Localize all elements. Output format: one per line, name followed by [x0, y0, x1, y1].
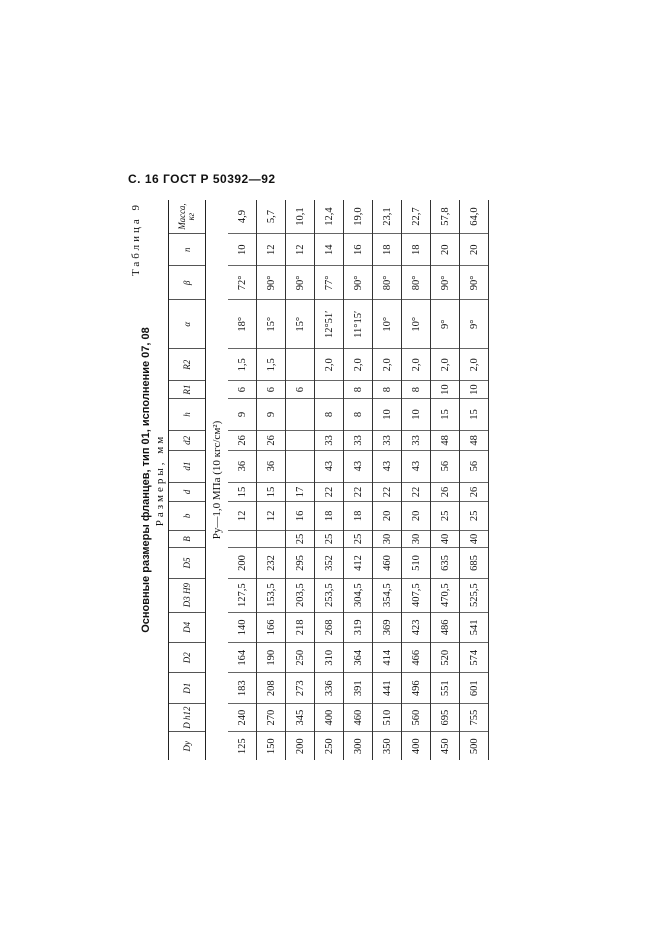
table-cell-be: 90° [460, 265, 488, 299]
table-cell-d1: 183 [228, 672, 256, 702]
table-cell-b: 18 [315, 501, 343, 530]
table-cell-r1: 6 [228, 380, 256, 398]
table-cell-d3: 127,5 [228, 578, 256, 612]
table-cell-dy: 300 [344, 731, 372, 760]
table-cell-d2s: 33 [373, 430, 401, 449]
table-cell-d1: 208 [257, 672, 285, 702]
table-cell-d4: 140 [228, 612, 256, 642]
table-cell-d2: 574 [460, 642, 488, 672]
col-header: d1 [169, 450, 205, 482]
table-cell-h: 8 [315, 398, 343, 430]
table-cell-d2: 190 [257, 642, 285, 672]
table-cell-d3: 470,5 [431, 578, 459, 612]
pressure-line: Pу—1,0 МПа (10 кгс/см²) [211, 420, 223, 540]
table-cell-d1: 273 [286, 672, 314, 702]
table-cell-dh: 755 [460, 703, 488, 732]
table-cell-d5: 460 [373, 547, 401, 577]
table-cell-dh: 400 [315, 703, 343, 732]
table-cell-r2: 2,0 [373, 348, 401, 380]
table-cell-a: 15° [257, 299, 285, 348]
table-cell-d2: 364 [344, 642, 372, 672]
col-header: R1 [169, 380, 205, 398]
table-cell-dh: 695 [431, 703, 459, 732]
table-cell-d4: 268 [315, 612, 343, 642]
table-cell-d2s: 48 [431, 430, 459, 449]
table-cell-dy: 150 [257, 731, 285, 760]
table-cell-B: 25 [315, 530, 343, 548]
table-cell-h: 9 [257, 398, 285, 430]
table-cell-d: 15 [228, 482, 256, 501]
table-cell-d1s: 43 [373, 450, 401, 482]
col-header: b [169, 501, 205, 530]
table-cell-r2: 2,0 [402, 348, 430, 380]
table-cell-dh: 270 [257, 703, 285, 732]
table-cell-be: 80° [402, 265, 430, 299]
table-cell-b: 16 [286, 501, 314, 530]
table-cell-d2s: 33 [344, 430, 372, 449]
table-cell-r2: 1,5 [257, 348, 285, 380]
col-header: h [169, 398, 205, 430]
table-cell-r1 [315, 380, 343, 398]
table-cell-be: 80° [373, 265, 401, 299]
col-header: Масса, кг [177, 203, 196, 230]
table-cell-d5: 412 [344, 547, 372, 577]
table-row [228, 200, 257, 760]
table-row [460, 200, 489, 760]
table-cell-m: 22,7 [410, 207, 422, 226]
table-cell-d: 22 [344, 482, 372, 501]
table-cell-m: 57,8 [439, 207, 451, 226]
table-row [257, 200, 286, 760]
table-cell-b: 25 [460, 501, 488, 530]
table-cell-d3: 253,5 [315, 578, 343, 612]
table-cell-d3: 203,5 [286, 578, 314, 612]
table-cell-d1s [286, 450, 314, 482]
table-subtitle: Размеры, мм [154, 433, 166, 527]
table-cell-d4: 218 [286, 612, 314, 642]
table-cell-d4: 319 [344, 612, 372, 642]
table-cell-a: 10° [373, 299, 401, 348]
table-cell-B: 30 [373, 530, 401, 548]
table-cell-d5: 685 [460, 547, 488, 577]
table-cell-B: 30 [402, 530, 430, 548]
table-cell-r2: 2,0 [431, 348, 459, 380]
table-cell-b: 20 [402, 501, 430, 530]
table-cell-d2: 466 [402, 642, 430, 672]
table-cell-d1s: 43 [344, 450, 372, 482]
table-cell-n: 18 [402, 233, 430, 265]
col-header: α [169, 299, 205, 348]
table-cell-d: 15 [257, 482, 285, 501]
table-cell-b: 20 [373, 501, 401, 530]
table-cell-r1: 8 [344, 380, 372, 398]
table-cell-n: 20 [431, 233, 459, 265]
table-row [315, 200, 344, 760]
table-label: Таблица 9 [130, 202, 142, 277]
table-cell-d3: 525,5 [460, 578, 488, 612]
table-cell-r1: 8 [402, 380, 430, 398]
table-cell-d3: 407,5 [402, 578, 430, 612]
table-cell-d1: 551 [431, 672, 459, 702]
table-cell-B [228, 530, 256, 548]
table-cell-b: 25 [431, 501, 459, 530]
table-cell-B: 25 [344, 530, 372, 548]
table-cell-d: 26 [431, 482, 459, 501]
table-cell-be: 90° [286, 265, 314, 299]
table-cell-dh: 345 [286, 703, 314, 732]
table-cell-b: 12 [228, 501, 256, 530]
table-cell-d1: 601 [460, 672, 488, 702]
col-header: R2 [169, 348, 205, 380]
table-cell-n: 20 [460, 233, 488, 265]
table-cell-B: 40 [431, 530, 459, 548]
table-cell-m: 64,0 [468, 207, 480, 226]
table-cell-be: 90° [257, 265, 285, 299]
col-header: d2 [169, 430, 205, 449]
table-cell-d5: 295 [286, 547, 314, 577]
table-cell-b: 18 [344, 501, 372, 530]
table-cell-d2: 520 [431, 642, 459, 672]
table-cell-d2: 414 [373, 642, 401, 672]
table-cell-h [286, 398, 314, 430]
table-cell-n: 18 [373, 233, 401, 265]
table-cell-B: 25 [286, 530, 314, 548]
col-header: d [169, 482, 205, 501]
col-header: Dy [169, 731, 205, 760]
table-cell-d: 22 [315, 482, 343, 501]
table-cell-B [257, 530, 285, 548]
table-cell-d4: 166 [257, 612, 285, 642]
table-cell-dh: 240 [228, 703, 256, 732]
table-cell-d: 17 [286, 482, 314, 501]
table-cell-r1: 6 [257, 380, 285, 398]
table-cell-d5: 232 [257, 547, 285, 577]
table-cell-h: 10 [373, 398, 401, 430]
table-row [431, 200, 460, 760]
table-cell-d1: 391 [344, 672, 372, 702]
table-cell-d1s: 43 [402, 450, 430, 482]
table-cell-n: 12 [257, 233, 285, 265]
table-cell-be: 77° [315, 265, 343, 299]
table-cell-r1: 10 [431, 380, 459, 398]
table-cell-d1: 441 [373, 672, 401, 702]
col-header: B [169, 530, 205, 548]
table-cell-r1: 8 [373, 380, 401, 398]
col-header: D h12 [169, 703, 205, 732]
table-cell-d1s: 36 [257, 450, 285, 482]
table-cell-a: 11°15′ [344, 299, 372, 348]
table-row [344, 200, 373, 760]
table-cell-d2s: 33 [315, 430, 343, 449]
table-cell-m: 12,4 [323, 207, 335, 226]
col-header: D2 [169, 642, 205, 672]
table-cell-h: 9 [228, 398, 256, 430]
table-cell-d4: 423 [402, 612, 430, 642]
table-cell-dy: 450 [431, 731, 459, 760]
table-cell-d4: 486 [431, 612, 459, 642]
col-header: D3 H9 [169, 578, 205, 612]
table-cell-d2: 164 [228, 642, 256, 672]
table-cell-d2: 250 [286, 642, 314, 672]
table-cell-h: 15 [431, 398, 459, 430]
table-cell-m: 4,9 [236, 209, 248, 224]
table-cell-d2s [286, 430, 314, 449]
table-cell-r2: 2,0 [460, 348, 488, 380]
table-cell-d3: 354,5 [373, 578, 401, 612]
table-cell-d3: 153,5 [257, 578, 285, 612]
page-header: С. 16 ГОСТ Р 50392—92 [128, 172, 276, 186]
table-row [402, 200, 431, 760]
col-header: n [169, 233, 205, 265]
table-cell-n: 16 [344, 233, 372, 265]
col-header: D5 [169, 547, 205, 577]
table-cell-dy: 500 [460, 731, 488, 760]
table-cell-d5: 352 [315, 547, 343, 577]
table-cell-a: 18° [228, 299, 256, 348]
table-cell-d2s: 33 [402, 430, 430, 449]
table-cell-dh: 460 [344, 703, 372, 732]
table-cell-d3: 304,5 [344, 578, 372, 612]
table-cell-d1s: 36 [228, 450, 256, 482]
table-cell-d1: 336 [315, 672, 343, 702]
table-cell-a: 9° [431, 299, 459, 348]
table-cell-d4: 541 [460, 612, 488, 642]
table-cell-m: 19,0 [352, 207, 364, 226]
table-cell-d1s: 43 [315, 450, 343, 482]
table-cell-r2 [286, 348, 314, 380]
col-header: β [169, 265, 205, 299]
table-cell-r2: 2,0 [344, 348, 372, 380]
table-cell-d2s: 48 [460, 430, 488, 449]
table-cell-d: 22 [373, 482, 401, 501]
table-cell-m: 23,1 [381, 207, 393, 226]
table-cell-d5: 510 [402, 547, 430, 577]
table-cell-a: 9° [460, 299, 488, 348]
col-header: D1 [169, 672, 205, 702]
table-row [373, 200, 402, 760]
table-cell-d2s: 26 [228, 430, 256, 449]
rotated-table-frame [128, 190, 498, 770]
table-cell-r1: 6 [286, 380, 314, 398]
table-cell-h: 15 [460, 398, 488, 430]
table-cell-d: 26 [460, 482, 488, 501]
table-cell-h: 8 [344, 398, 372, 430]
table-row [286, 200, 315, 760]
table-cell-dy: 400 [402, 731, 430, 760]
table-cell-a: 10° [402, 299, 430, 348]
table-header-row [169, 200, 206, 760]
table-cell-d4: 369 [373, 612, 401, 642]
table-cell-be: 90° [344, 265, 372, 299]
table-cell-dy: 125 [228, 731, 256, 760]
table-title: Основные размеры фланцев, тип 01, исполнение 07, 08 [140, 327, 152, 633]
table-cell-d1: 496 [402, 672, 430, 702]
table-cell-d2: 310 [315, 642, 343, 672]
table-cell-dy: 350 [373, 731, 401, 760]
col-header: D4 [169, 612, 205, 642]
table-cell-r1: 10 [460, 380, 488, 398]
table-cell-r2: 1,5 [228, 348, 256, 380]
table-cell-b: 12 [257, 501, 285, 530]
table-cell-h: 10 [402, 398, 430, 430]
table-cell-d5: 200 [228, 547, 256, 577]
table-cell-d1s: 56 [431, 450, 459, 482]
table-cell-r2: 2,0 [315, 348, 343, 380]
table-cell-a: 12°51′ [315, 299, 343, 348]
table-cell-dy: 200 [286, 731, 314, 760]
table-cell-n: 12 [286, 233, 314, 265]
table-cell-d: 22 [402, 482, 430, 501]
table-cell-dh: 510 [373, 703, 401, 732]
table-cell-m: 10,1 [294, 207, 306, 226]
table-cell-be: 72° [228, 265, 256, 299]
table-cell-m: 5,7 [265, 209, 277, 224]
table-cell-dy: 250 [315, 731, 343, 760]
table-cell-dh: 560 [402, 703, 430, 732]
table-cell-d1s: 56 [460, 450, 488, 482]
table-cell-be: 90° [431, 265, 459, 299]
table-cell-B: 40 [460, 530, 488, 548]
table-cell-a: 15° [286, 299, 314, 348]
table-cell-d5: 635 [431, 547, 459, 577]
flange-dimensions-table [168, 200, 489, 760]
table-cell-n: 10 [228, 233, 256, 265]
table-cell-d2s: 26 [257, 430, 285, 449]
table-cell-n: 14 [315, 233, 343, 265]
